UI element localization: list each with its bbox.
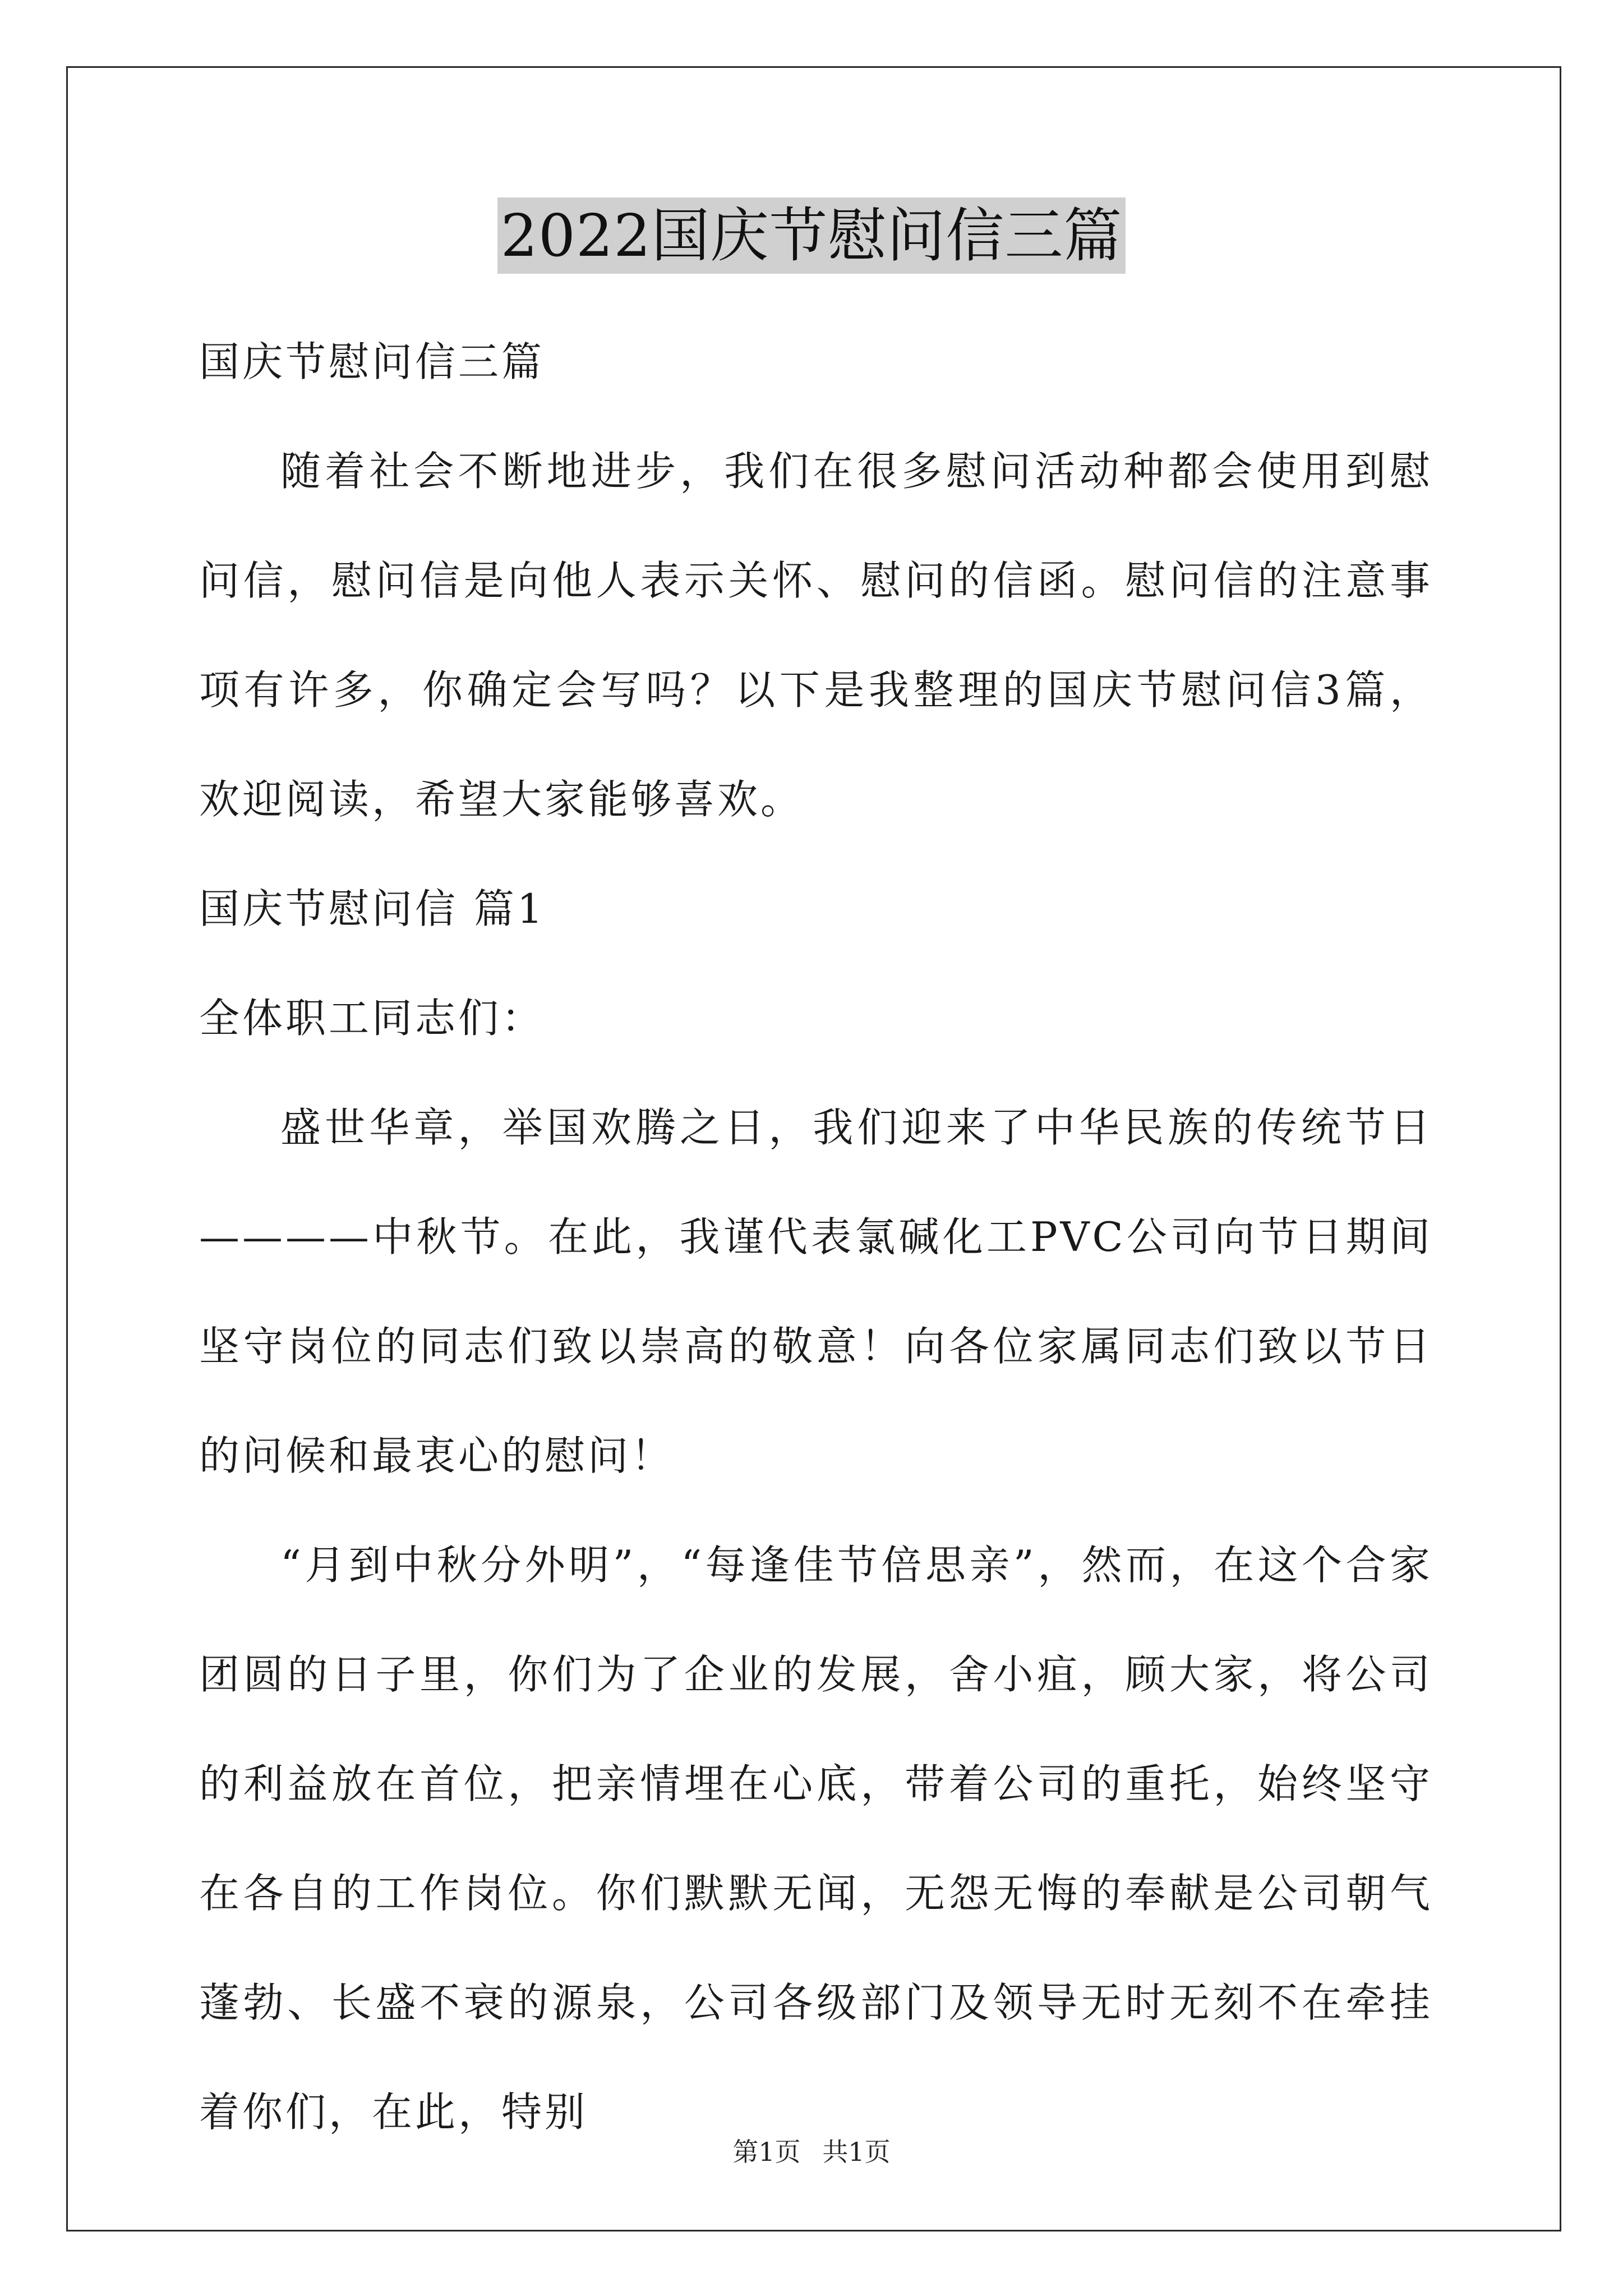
page-number: 第1页 — [732, 2137, 801, 2167]
salutation: 全体职工同志们： — [199, 995, 545, 1042]
document-body — [199, 307, 1433, 2167]
subtitle-paragraph: 国庆节慰问信三篇 — [199, 338, 545, 385]
title-container — [0, 197, 1623, 274]
document-title: 2022国庆节慰问信三篇 — [497, 197, 1126, 274]
intro-paragraph: 随着社会不断地进步，我们在很多慰问活动种都会使用到慰问信，慰问信是向他人表示关怀、慰问的信函。慰问信的注意事项有许多，你确定会写吗？以下是我整理的国庆节慰问信3篇，欢迎阅读，希望大家能够喜欢。 — [199, 448, 1433, 823]
body-paragraph: “月到中秋分外明”，“每逢佳节倍思亲”，然而，在这个合家团圆的日子里，你们为了企业的发展，舍小疽，顾大家，将公司的利益放在首位，把亲情埋在心底，带着公司的重托，始终坚守在各自的工作岗位。你们默默无闻，无怨无悔的奉献是公司朝气蓬勃、长盛不衰的源泉，公司各级部门及领导无时无刻不在牵挂着你们，在此，特别 — [199, 1542, 1433, 2136]
section-heading: 国庆节慰问信 篇1 — [199, 885, 546, 932]
page-footer — [0, 2132, 1623, 2169]
body-paragraph: 盛世华章，举国欢腾之日，我们迎来了中华民族的传统节日————中秋节。在此，我谨代表氯碱化工PVC公司向节日期间坚守岗位的同志们致以崇高的敬意！向各位家属同志们致以节日的问候和最衷心的慰问！ — [199, 1104, 1433, 1479]
page-total: 共1页 — [822, 2137, 891, 2167]
